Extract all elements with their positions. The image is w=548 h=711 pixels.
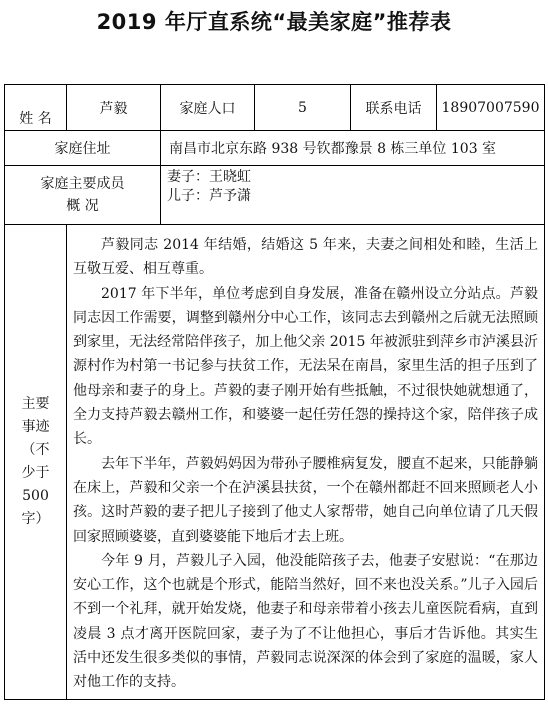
deeds-paragraph: 芦毅同志 2014 年结婚，结婚这 5 年来，夫妻之间相处和睦，生活上互敬互爱、相互尊重。: [73, 237, 538, 278]
members-list: [161, 166, 545, 225]
row-deeds: [5, 225, 545, 700]
member-wife: 妻子：王晓虹: [167, 169, 251, 185]
address-label: 家庭住址: [5, 131, 161, 166]
deeds-label: [5, 225, 67, 700]
row-members: [5, 166, 545, 225]
member-son: 儿子：芦予潇: [167, 188, 251, 204]
name-label: 姓 名: [5, 85, 67, 131]
deeds-paragraph: 去年下半年，芦毅妈妈因为带孙子腰椎病复发，腰直不起来，只能静躺在床上，芦毅和父亲一个在泸溪县扶贫，一个在赣州都赶不回来照顾老人小孩。这时芦毅的妻子把儿子接到了他丈人家帮带，她自己向单位请了几天假回家照顾婆婆，直到婆婆能下地后才去上班。: [73, 455, 538, 545]
row-basic-info: [5, 85, 545, 131]
row-address: [5, 131, 545, 166]
deeds-label-line: 500: [22, 487, 49, 504]
recommendation-form: [4, 84, 545, 700]
deeds-label-line: （不: [21, 441, 50, 458]
address-value: 南昌市北京东路 938 号钦都豫景 8 栋三单位 103 室: [161, 131, 545, 166]
phone-label: 联系电话: [351, 85, 437, 131]
name-value: 芦毅: [67, 85, 161, 131]
phone-value: 18907007590: [437, 85, 545, 131]
deeds-paragraph: 今年 9 月，芦毅儿子入园，他没能陪孩子去，他妻子安慰说：“在那边安心工作，这个也就是个形式，能陪当然好，回不来也没关系。”儿子入园后不到一个礼拜，就开始发烧，他妻子和母亲带着小孩去儿童医院看病，直到凌晨 3 点才离开医院回家，妻子为了不让他担心，事后才告诉他。其实生活中还发生很多类似的事情，芦毅同志说深深的体会到了家庭的温暖，家人对他工作的支持。: [73, 552, 538, 691]
family-count-value: 5: [255, 85, 351, 131]
deeds-label-line: 事迹: [21, 418, 50, 435]
members-label-line-2: 概 况: [66, 198, 99, 214]
members-label: [5, 166, 161, 225]
deeds-label-line: 少于: [21, 464, 50, 481]
page-title: 2019 年厅直系统“最美家庭”推荐表: [96, 10, 452, 34]
family-count-label: 家庭人口: [161, 85, 255, 131]
members-label-line-1: 家庭主要成员: [40, 176, 125, 192]
deeds-label-line: 字）: [21, 510, 50, 527]
deeds-text: [67, 225, 545, 700]
deeds-paragraph: 2017 年下半年，单位考虑到自身发展，准备在赣州设立分站点。芦毅同志因工作需要，调整到赣州分中心工作，该同志去到赣州之后就无法照顾到家里，无法经常陪伴孩子，加上他父亲 2015 年被派驻到萍乡市泸溪县沂源村作为村第一书记参与扶贫工作，无法呆在南昌，家里生活的担子压到了他母亲和妻子的身上。芦毅的妻子刚开始有些抵触，不过很快她就想通了，全力支持芦毅去赣州工作，和婆婆一起任劳任怨的操持这个家，陪伴孩子成长。: [73, 285, 538, 448]
deeds-label-line: 主要: [21, 395, 50, 412]
